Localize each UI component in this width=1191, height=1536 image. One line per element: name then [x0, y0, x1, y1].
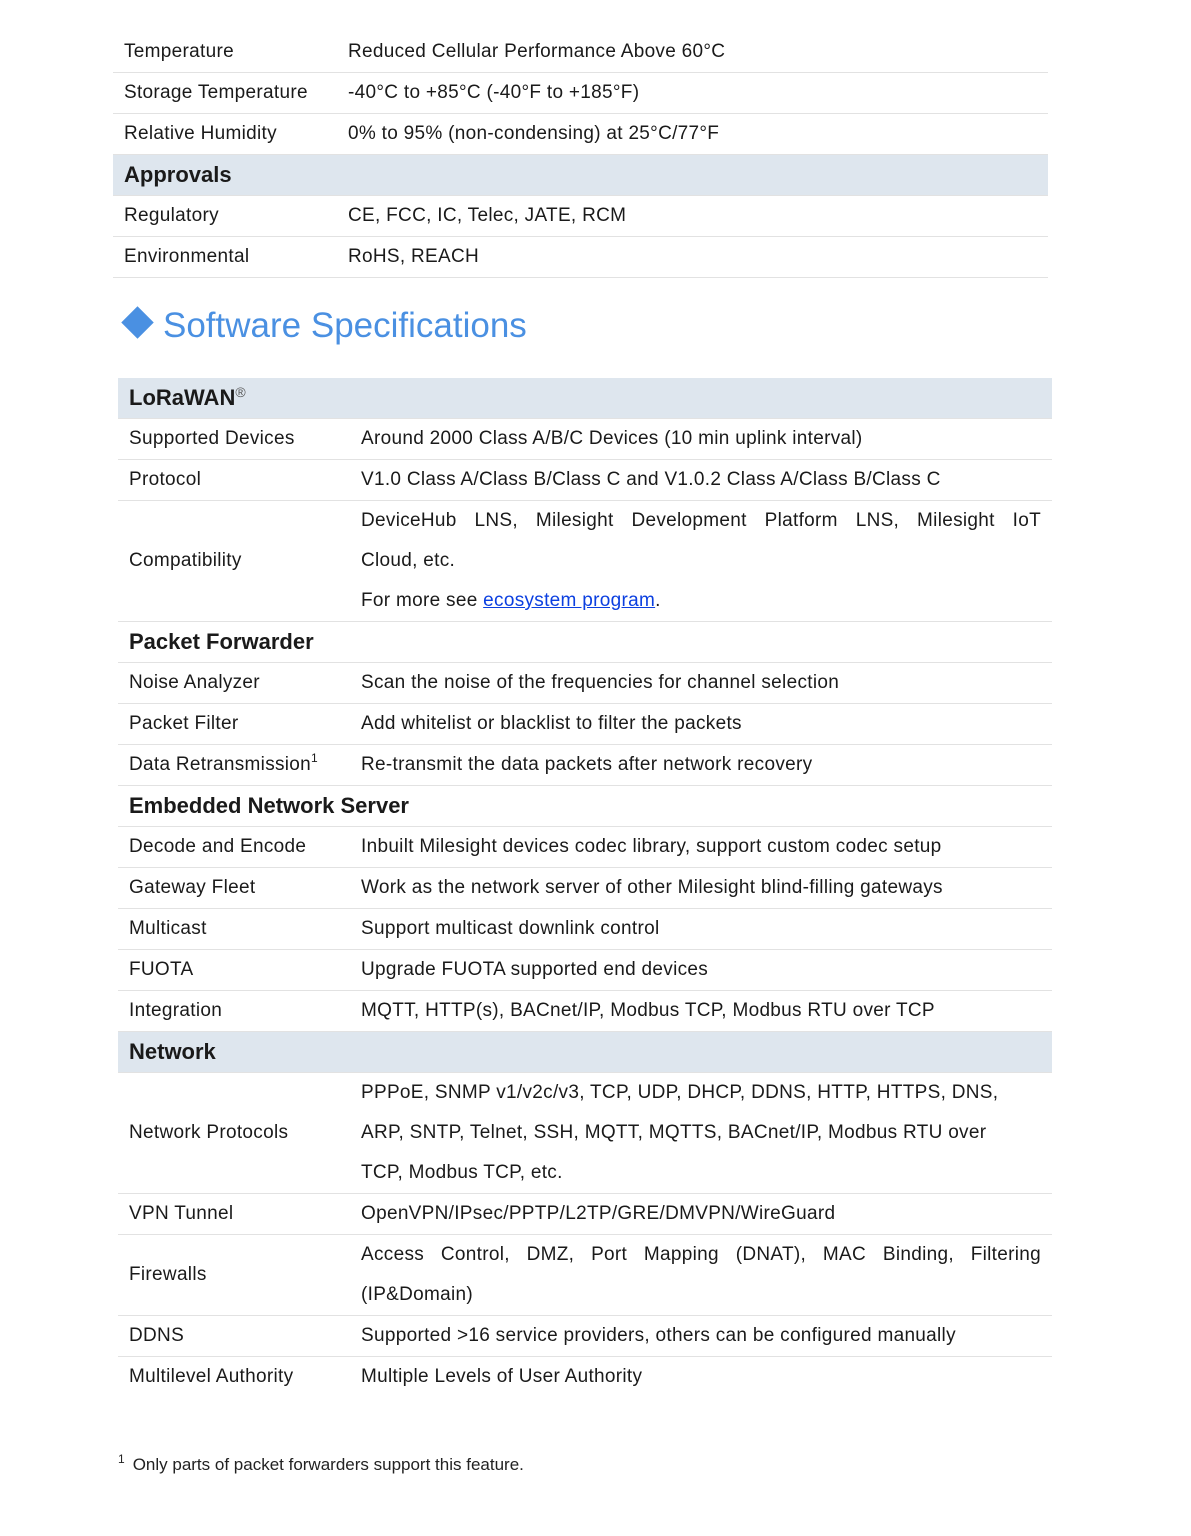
row-value: -40°C to +85°C (-40°F to +185°F) — [337, 73, 1048, 114]
row-value: Re-transmit the data packets after network recovery — [350, 745, 1052, 786]
table-row — [118, 1235, 1052, 1316]
value-line: Access Control, DMZ, Port Mapping (DNAT), MAC Binding, Filtering — [361, 1244, 1041, 1265]
row-label: Environmental — [113, 237, 337, 278]
row-label: Supported Devices — [118, 419, 350, 460]
footnote-mark: 1 — [311, 751, 319, 765]
row-value: OpenVPN/IPsec/PPTP/L2TP/GRE/DMVPN/WireGuard — [350, 1194, 1052, 1235]
table-row — [118, 501, 1052, 622]
more-suffix: . — [655, 590, 661, 611]
row-value: V1.0 Class A/Class B/Class C and V1.0.2 Class A/Class B/Class C — [350, 460, 1052, 501]
more-prefix: For more see — [361, 590, 484, 611]
diamond-bullet-icon — [121, 306, 154, 339]
ecosystem-program-link[interactable]: ecosystem program — [483, 590, 656, 611]
row-label: Network Protocols — [118, 1073, 350, 1194]
row-label: Firewalls — [118, 1235, 350, 1316]
row-label: Compatibility — [118, 501, 350, 622]
row-value: Scan the noise of the frequencies for channel selection — [350, 663, 1052, 704]
row-value: RoHS, REACH — [337, 237, 1048, 278]
row-value — [350, 501, 1052, 622]
footnote-text: Only parts of packet forwarders support this feature. — [132, 1455, 524, 1474]
table-row — [113, 32, 1048, 73]
table-row — [118, 1194, 1052, 1235]
table-row — [118, 827, 1052, 868]
row-value: Support multicast downlink control — [350, 909, 1052, 950]
row-label: Temperature — [113, 32, 337, 73]
row-value — [350, 1235, 1052, 1316]
row-label: Integration — [118, 991, 350, 1032]
software-specifications-heading — [120, 302, 527, 350]
table-row — [113, 114, 1048, 155]
registered-mark: ® — [235, 384, 246, 400]
row-label: Multilevel Authority — [129, 1366, 294, 1387]
row-value: Multiple Levels of User Authority — [361, 1366, 643, 1387]
row-label: VPN Tunnel — [118, 1194, 350, 1235]
table-row — [118, 663, 1052, 704]
value-line: Cloud, etc. — [361, 550, 456, 571]
table-row — [118, 1316, 1052, 1357]
row-label: FUOTA — [118, 950, 350, 991]
software-specifications-table — [118, 378, 1052, 1397]
value-line: ARP, SNTP, Telnet, SSH, MQTT, MQTTS, BACnet/IP, Modbus RTU over — [361, 1122, 987, 1143]
row-label: DDNS — [118, 1316, 350, 1357]
table-row — [118, 460, 1052, 501]
row-value: Around 2000 Class A/B/C Devices (10 min uplink interval) — [350, 419, 1052, 460]
row-label: Regulatory — [113, 196, 337, 237]
row-label: Packet Filter — [118, 704, 350, 745]
table-row — [118, 1357, 1052, 1398]
value-line: (IP&Domain) — [361, 1284, 474, 1305]
value-line: PPPoE, SNMP v1/v2c/v3, TCP, UDP, DHCP, DDNS, HTTP, HTTPS, DNS, — [361, 1082, 999, 1103]
section-header-approvals — [113, 155, 1048, 196]
section-title — [118, 378, 1052, 419]
label-text: Data Retransmission — [129, 754, 312, 775]
row-label: Protocol — [118, 460, 350, 501]
row-value: 0% to 95% (non-condensing) at 25°C/77°F — [337, 114, 1048, 155]
table-row — [118, 704, 1052, 745]
section-title: Approvals — [113, 155, 1048, 196]
table-row — [113, 196, 1048, 237]
row-label: Storage Temperature — [113, 73, 337, 114]
table-row — [118, 991, 1052, 1032]
table-row — [113, 73, 1048, 114]
value-line — [361, 581, 1041, 621]
heading-text: Software Specifications — [163, 306, 527, 345]
row-label: Noise Analyzer — [118, 663, 350, 704]
row-value — [350, 1073, 1052, 1194]
section-title: Packet Forwarder — [118, 622, 1052, 663]
row-label: Gateway Fleet — [118, 868, 350, 909]
row-label: Multicast — [118, 909, 350, 950]
footnote — [118, 1452, 524, 1475]
table-row — [118, 1073, 1052, 1194]
section-header-lorawan — [118, 378, 1052, 419]
value-line: TCP, Modbus TCP, etc. — [361, 1162, 563, 1183]
row-value: Reduced Cellular Performance Above 60°C — [337, 32, 1048, 73]
environment-approvals-table — [113, 32, 1048, 278]
row-value: Work as the network server of other Milesight blind-filling gateways — [350, 868, 1052, 909]
section-header-embedded-network-server — [118, 786, 1052, 827]
section-header-network — [118, 1032, 1052, 1073]
table-row — [113, 237, 1048, 278]
row-value: Supported >16 service providers, others can be configured manually — [350, 1316, 1052, 1357]
table-row — [118, 419, 1052, 460]
section-title: Embedded Network Server — [118, 786, 1052, 827]
table-row — [118, 909, 1052, 950]
row-value: Add whitelist or blacklist to filter the packets — [350, 704, 1052, 745]
row-value: CE, FCC, IC, Telec, JATE, RCM — [337, 196, 1048, 237]
value-line: DeviceHub LNS, Milesight Development Platform LNS, Milesight IoT — [361, 510, 1041, 531]
section-title-text: LoRaWAN — [129, 385, 236, 410]
row-label: Decode and Encode — [118, 827, 350, 868]
section-header-packet-forwarder — [118, 622, 1052, 663]
section-title: Network — [118, 1032, 1052, 1073]
table-row — [118, 745, 1052, 786]
row-value: Upgrade FUOTA supported end devices — [350, 950, 1052, 991]
row-label — [118, 745, 350, 786]
row-value: MQTT, HTTP(s), BACnet/IP, Modbus TCP, Modbus RTU over TCP — [350, 991, 1052, 1032]
table-row — [118, 868, 1052, 909]
footnote-number: 1 — [118, 1452, 125, 1466]
row-value: Inbuilt Milesight devices codec library, support custom codec setup — [350, 827, 1052, 868]
row-label: Relative Humidity — [113, 114, 337, 155]
table-row — [118, 950, 1052, 991]
